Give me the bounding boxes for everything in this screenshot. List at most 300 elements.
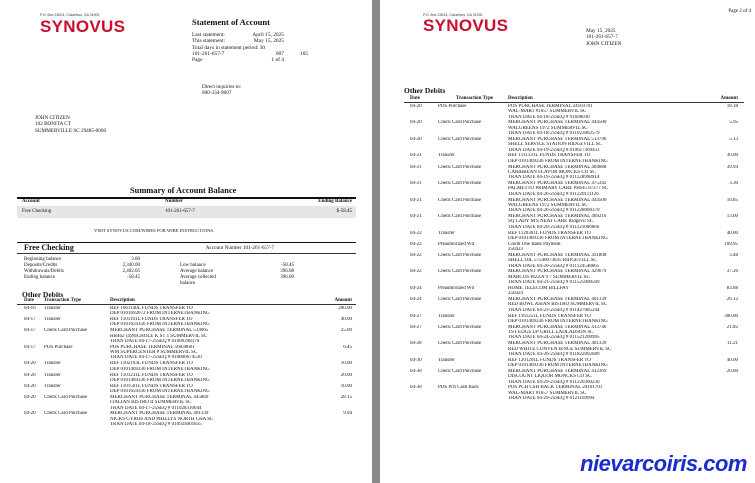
col-amount: Amount xyxy=(720,96,738,101)
debit-spacer xyxy=(410,208,508,213)
debit-type: Transfer xyxy=(44,383,61,389)
balance-value: 2,402.05 xyxy=(122,269,140,275)
debit-spacer xyxy=(410,175,508,180)
debit-description: HOME TELECOM BILLPAY xyxy=(508,285,569,291)
debit-spacer xyxy=(24,311,110,316)
synovus-logo: SYNOVUS xyxy=(40,17,126,36)
debit-spacer xyxy=(410,335,508,340)
summary-header-account: Account xyxy=(22,199,40,204)
debit-description: TRAN DATE 04-26-25SEQ # 011822002689 xyxy=(508,351,600,357)
debit-description: DEP 0101469336 FROM INTERNETBANKING xyxy=(110,366,210,372)
return-address: P.O. Box 23024, Columbus, GA 31902 xyxy=(40,13,100,17)
debit-spacer xyxy=(410,236,508,241)
debit-description: DEP 0101469336 FROM INTERNETBANKING xyxy=(508,318,608,324)
debit-description: REF 1111331L FUNDS TRANSFER TO xyxy=(508,153,591,159)
debit-date: 04-22 xyxy=(410,252,422,258)
debit-date: 04-20 xyxy=(24,394,36,400)
debit-spacer xyxy=(410,396,508,401)
debit-description: REF 1120301L FUNDS TRANSFER TO xyxy=(508,230,591,236)
statement-info-key: Last statement: xyxy=(192,32,225,38)
debit-spacer xyxy=(410,363,508,368)
debit-spacer xyxy=(410,291,508,296)
debit-type: Preauthorized Wd xyxy=(438,241,475,247)
debit-description: MERCHANT PURCHASE TERMINAL 514065 xyxy=(110,328,209,334)
debit-spacer xyxy=(410,308,508,313)
visit-text: VISIT SYNOVUS.COM/WIRES FOR WIRE INSTRUCTIONS. xyxy=(94,228,215,233)
other-debits-title: Other Debits xyxy=(404,86,446,95)
debit-type: Check Card Purchase xyxy=(438,341,482,347)
summary-header-row xyxy=(22,199,352,205)
debit-line xyxy=(410,308,738,313)
debit-description: MERCHANT PURCHASE TERMINAL 401339 xyxy=(508,341,607,347)
debit-type: Transfer xyxy=(44,317,61,323)
debit-date: 04-17 xyxy=(24,344,36,350)
debit-spacer xyxy=(410,280,508,285)
debit-description: TRAN DATE 04-18-25SEQ # 010924001835 xyxy=(110,421,202,427)
statement-info-value: 1 of 4 xyxy=(271,57,284,64)
account-name: Free Checking xyxy=(24,243,74,252)
debit-entry xyxy=(24,411,352,427)
page-number: Page 2 of 4 xyxy=(728,9,751,14)
debit-description: TRAN DATE 04-19-25SEQ # 011128998914 xyxy=(508,175,600,181)
debit-description: TRAN DATE 04-19-25SEQ # 010617369431 xyxy=(508,147,600,153)
debit-type: Check Card Purchase xyxy=(438,164,482,170)
debit-date: 04-16 xyxy=(24,306,36,311)
debit-line xyxy=(410,291,738,296)
debit-description: MERCHANT PURCHASE TERMINAL 513796 xyxy=(508,136,607,142)
statement-info-value: May 15, 2025 xyxy=(253,38,284,45)
debit-entry xyxy=(410,358,738,369)
other-debits-title: Other Debits xyxy=(22,290,64,299)
summary-table xyxy=(22,199,352,205)
direct-inquiries xyxy=(202,84,241,96)
debit-line xyxy=(410,380,738,385)
debit-description: DEP 0101659336 FROM INTERNETBANKING xyxy=(110,389,210,395)
account-number: 101-261-657-7 xyxy=(586,34,618,41)
debit-line xyxy=(410,247,738,252)
debit-line xyxy=(410,225,738,230)
debit-amount: 30.00 xyxy=(726,153,738,159)
debit-description: SHELL OIL 57546073035 RIDGEVILL SC xyxy=(508,258,597,264)
debit-type: Check Card Purchase xyxy=(44,411,88,417)
debit-description: MERCHANT PURCHASE TERMINAL 401339 xyxy=(508,297,607,303)
debits-header xyxy=(24,298,352,304)
page2-header-info xyxy=(586,28,621,47)
balance-value: 2,340.00 xyxy=(122,263,140,269)
balance-value-2: -58.45 xyxy=(281,263,294,269)
debit-amount: 18.18 xyxy=(726,104,738,109)
debit-line xyxy=(24,422,352,427)
debit-line xyxy=(410,131,738,136)
debit-description: TRAN DATE 04-17-25SEQ # 01000398376 xyxy=(110,338,200,344)
debit-line xyxy=(410,264,738,269)
debit-description: 250423 xyxy=(508,247,523,253)
debit-entry xyxy=(410,341,738,357)
statement-info-key: Total days in statement period: 30 xyxy=(192,44,266,51)
debit-line xyxy=(410,363,738,368)
debit-type: Transfer xyxy=(438,357,455,363)
summary-header-balance: Ending Balance xyxy=(318,199,352,204)
debit-description: WM SUPERCENTER # SUMMERVIL SC xyxy=(110,350,198,356)
debit-description: TRAN DATE 04-23-25SEQ # 011427005244 xyxy=(508,307,600,313)
debit-description: SHELL SERVICE STATION RIDGEVILL SC xyxy=(508,142,602,148)
debit-entry xyxy=(410,214,738,230)
debit-line xyxy=(410,280,738,285)
balance-label: Beginning balance xyxy=(24,257,62,262)
debit-line xyxy=(410,159,738,164)
watermark-text: nievarcoiris.com xyxy=(580,451,747,476)
statement-page-2 xyxy=(380,0,755,483)
debit-type: POS Pch Cash Back xyxy=(438,385,479,391)
debits-header xyxy=(410,96,738,102)
statement-page-1 xyxy=(0,0,372,483)
debit-entry xyxy=(24,317,352,328)
debit-description: RED WHITE CONVEN IENCE SUMMERVIL SC xyxy=(508,346,612,352)
debit-description: TRAN DATE 04-20-25SEQ # 011121006666 xyxy=(508,224,600,230)
debit-entry xyxy=(24,373,352,384)
debit-date: 04-27 xyxy=(410,324,422,330)
debit-date: 04-20 xyxy=(24,372,36,378)
debit-entry xyxy=(410,198,738,214)
debit-date: 04-21 xyxy=(410,181,422,187)
debit-entry xyxy=(410,104,738,120)
debits-rule xyxy=(17,304,356,305)
debit-description: DEP 0101659356 FROM INTERNETBANKING xyxy=(110,322,210,328)
col-date: Date xyxy=(24,298,34,303)
debit-description: MERCHANT PURCHASE TERMINAL 445869 xyxy=(110,394,209,400)
debit-amount: 3.30 xyxy=(729,181,738,187)
statement-info-key: Page xyxy=(192,57,203,64)
debit-spacer xyxy=(410,131,508,136)
debit-amount: 28.15 xyxy=(340,394,352,400)
debit-spacer xyxy=(410,115,508,120)
debit-date: 04-21 xyxy=(410,214,422,220)
debits-rows-2 xyxy=(410,104,738,402)
debit-date: 04-20 xyxy=(24,411,36,417)
debit-type: POS Purchase xyxy=(438,104,467,109)
customer-name: JOHN CITIZEN xyxy=(586,40,622,47)
debit-spacer xyxy=(24,406,110,411)
debit-description: TRAN DATE 04-20-25SEQ # 011124548665 xyxy=(508,263,600,269)
synovus-logo: SYNOVUS xyxy=(423,16,509,35)
balance-label: Ending balance xyxy=(24,275,55,281)
debit-date: 04-20 xyxy=(24,361,36,367)
debit-entry xyxy=(410,325,738,341)
summary-title: Summary of Account Balance xyxy=(130,186,237,195)
col-desc: Description xyxy=(508,96,533,101)
debit-description: MERCHANT PURCHASE TERMINAL 404088 xyxy=(508,164,607,170)
debit-type: Check Card Purchase xyxy=(438,214,482,220)
debit-description: DEP 0101469336 FROM INTERNETBANKING xyxy=(508,235,608,241)
col-type: Transaction Type xyxy=(456,96,494,101)
debit-spacer xyxy=(410,247,508,252)
direct-inquiries-phone: 800-334-9007 xyxy=(202,90,232,97)
debit-type: Transfer xyxy=(438,313,455,319)
debit-spacer xyxy=(24,355,110,360)
debit-description: REF 1101101L FUNDS TRANSFER TO xyxy=(110,317,193,323)
debit-date: 04-30 xyxy=(410,385,422,391)
debit-description: TRAN DATE 04-18-25SEQ # 011023002579 xyxy=(508,131,600,137)
debit-amount: 5.13 xyxy=(729,136,738,142)
address-line: JOHN CITIZEN xyxy=(35,115,70,121)
debit-line xyxy=(410,396,738,401)
debit-amount: 21.82 xyxy=(726,324,738,330)
debit-date: 04-17 xyxy=(24,317,36,323)
debit-description: TRAN DATE 04-21-25SEQ # 011525090509 xyxy=(508,280,600,286)
debit-entry xyxy=(410,242,738,253)
debit-amount: 300.00 xyxy=(724,313,738,319)
debits-rows-1 xyxy=(24,306,352,428)
debit-spacer xyxy=(410,380,508,385)
debit-description: MERCHANT PURCHASE TERMINAL 431808 xyxy=(508,252,607,258)
debit-date: 04-20 xyxy=(410,136,422,142)
debit-type: Check Card Purchase xyxy=(438,136,482,142)
debit-line xyxy=(24,322,352,327)
debit-description: REF 1101231L FUNDS TRANSFER TO xyxy=(110,372,193,378)
debit-line xyxy=(24,389,352,394)
address-line: SUMMERVILLE SC 29485-0000 xyxy=(35,127,107,134)
debit-description: TRAN DATE 04-29-25SEQ # 011220300230 xyxy=(508,379,600,385)
debit-description: TRAN DATE 04-24-25SEQ # 011521200995 xyxy=(508,335,600,341)
debit-amount: 3.48 xyxy=(729,252,738,258)
debit-type: Check Card Purchase xyxy=(438,197,482,203)
debit-line xyxy=(410,208,738,213)
debit-spacer xyxy=(24,367,110,372)
debit-description: MERCHANT PURCHASE TERMINAL 444500 xyxy=(508,120,607,126)
statement-info-value: April 15, 2025 xyxy=(252,32,284,38)
debit-type: Transfer xyxy=(438,230,455,236)
debit-description: REF 1101501L FUNDS TRANSFER TO xyxy=(110,383,193,389)
balance-value: 3.60 xyxy=(131,257,140,262)
debit-date: 04-20 xyxy=(410,120,422,126)
debit-description: TRAN DATE 04-20-25SEQ # 011228000379 xyxy=(508,208,600,214)
balance-value-2: 396.08 xyxy=(280,269,294,275)
debit-amount: 6.45 xyxy=(343,344,352,350)
debit-line xyxy=(410,192,738,197)
return-address: P.O. Box 23024, Columbus, GA 31902 xyxy=(423,13,483,17)
debit-type: Check Card Purchase xyxy=(438,252,482,258)
debit-spacer xyxy=(410,264,508,269)
debit-amount: 5.95 xyxy=(729,120,738,126)
debit-date: 04-22 xyxy=(410,241,422,247)
debit-description: WALGREENS 1972 SUMMERVIL SC xyxy=(508,202,588,208)
debit-description: DEP 0101469336 FROM INTERNETBANKING xyxy=(508,363,608,369)
debit-entry xyxy=(410,269,738,285)
debit-entry xyxy=(24,384,352,395)
debit-type: Check Card Purchase xyxy=(438,324,482,330)
debit-spacer xyxy=(24,378,110,383)
balance-row xyxy=(24,275,344,287)
debit-description: NICKS GYROS AND PHILLYS NORTH CHA SC xyxy=(110,416,214,422)
debit-entry xyxy=(410,297,738,313)
debit-description: MERCHANT PURCHASE TERMINAL 432369 xyxy=(508,368,607,374)
debit-description: REF 1061140L FUNDS TRANSFER TO xyxy=(110,306,193,311)
debit-description: MERCHANT PURCHASE TERMINAL 444500 xyxy=(508,197,607,203)
debit-date: 04-21 xyxy=(410,197,422,203)
debit-description: TRAN DATE 04-20-25SEQ # 011220111126 xyxy=(508,191,599,197)
debit-entry xyxy=(410,314,738,325)
debit-description: MARCOS PIZZA 9 7 SUMMERVIL SC xyxy=(508,274,590,280)
debit-type: Check Card Purchase xyxy=(438,269,482,275)
debit-description: PALMETTO PRIMARY CARE PHSI5 07277 SC xyxy=(508,186,608,192)
debit-entry xyxy=(410,385,738,401)
debit-entry xyxy=(410,253,738,269)
debit-type: Preauthorized Wd xyxy=(438,285,475,291)
debit-spacer xyxy=(410,225,508,230)
statement-info-row xyxy=(192,57,322,63)
debit-date: 04-22 xyxy=(410,230,422,236)
debit-line xyxy=(410,335,738,340)
col-desc: Description xyxy=(110,298,135,303)
debit-description: POS PURCHASE TERMINAL 24103701 xyxy=(508,104,593,109)
debit-amount: 26.12 xyxy=(726,297,738,303)
debit-amount: 37.26 xyxy=(726,269,738,275)
debit-type: Transfer xyxy=(44,361,61,367)
debit-amount: 11.21 xyxy=(726,341,738,347)
debit-entry xyxy=(410,137,738,153)
debit-description: TRAN DATE 04-29-25SEQ # 0121169994 xyxy=(508,396,595,402)
balance-value: -58.45 xyxy=(127,275,140,281)
debit-amount: 13.00 xyxy=(726,214,738,220)
debit-line xyxy=(24,406,352,411)
account-number: Account Number 101-261-657-7 xyxy=(205,244,274,251)
debit-date: 04-24 xyxy=(410,285,422,291)
debit-description: DISCOUNT LIQUOR MONCKS CO SC xyxy=(508,374,592,380)
statement-info xyxy=(192,32,322,63)
debit-date: 04-24 xyxy=(410,297,422,303)
debit-type: Check Card Purchase xyxy=(438,120,482,126)
debit-entry xyxy=(24,345,352,361)
debit-description: REF 1201201L FUNDS TRANSFER TO xyxy=(508,357,591,363)
debit-description: MERCHANT PURCHASE TERMINAL 413746 xyxy=(508,324,607,330)
statement-info-extra: 165 xyxy=(299,50,308,57)
debit-description: Credit One Bank Payment xyxy=(508,241,561,247)
debit-line xyxy=(410,148,738,153)
debit-entry xyxy=(410,153,738,164)
direct-inquiries-label: Direct inquiries to: xyxy=(202,84,242,90)
debit-entry xyxy=(410,369,738,385)
debit-type: Check Card Purchase xyxy=(44,394,88,400)
debit-amount: 40.00 xyxy=(340,317,352,323)
debit-date: 04-28 xyxy=(410,341,422,347)
debit-description: TRAN DATE 04-17-25SEQ # 011028310044 xyxy=(110,405,202,411)
address-line: 102 BONITA CT xyxy=(35,121,71,128)
debit-amount: 83.88 xyxy=(726,285,738,291)
debit-date: 04-30 xyxy=(410,368,422,374)
debit-line xyxy=(24,355,352,360)
debit-amount: 10.00 xyxy=(340,361,352,367)
debit-type: Check Card Purchase xyxy=(44,328,88,334)
balance-label-2: Low balance xyxy=(180,263,206,269)
debit-date: 04-21 xyxy=(410,164,422,170)
debit-description: MERCHANT PURCHASE TERMINAL 401339 xyxy=(110,411,209,417)
debit-date: 04-17 xyxy=(24,328,36,334)
summary-account: Free Checking xyxy=(22,209,52,214)
debit-amount: 109.95 xyxy=(724,241,738,247)
debit-line xyxy=(410,352,738,357)
debit-date: 04-22 xyxy=(410,269,422,275)
balance-value-2: 396.00 xyxy=(280,275,294,281)
summary-number: 101-261-657-7 xyxy=(165,209,195,214)
debit-spacer xyxy=(410,319,508,324)
debit-line xyxy=(410,319,738,324)
debit-line xyxy=(24,367,352,372)
debit-line xyxy=(24,378,352,383)
debit-date: 04-21 xyxy=(410,153,422,159)
debit-description: TRAN DATE 04-17-25SEQ # 010800674530 xyxy=(110,355,202,361)
debits-table-1 xyxy=(24,298,352,304)
balance-label: Withdrawals/Debits xyxy=(24,269,64,275)
debit-spacer xyxy=(410,352,508,357)
debit-type: POS Purchase xyxy=(44,344,73,350)
debit-amount: 200.00 xyxy=(338,306,352,311)
debit-line xyxy=(410,236,738,241)
col-type: Transaction Type xyxy=(44,298,82,303)
debit-description: DEP 0101692072 FROM INTERNETBANKING xyxy=(110,311,210,317)
statement-info-key: This statement: xyxy=(192,38,226,45)
debit-amount: 20.00 xyxy=(340,372,352,378)
debit-description: WAL-MART #1657 SUMMERVIL SC xyxy=(508,109,587,115)
balance-label-2: Average collected balance xyxy=(180,275,216,287)
summary-row xyxy=(22,209,352,215)
statement-info-key: 101-261-657-7 xyxy=(192,50,225,57)
debit-entry xyxy=(410,181,738,197)
debit-line xyxy=(410,175,738,180)
debit-spacer xyxy=(24,322,110,327)
debit-amount: 39.94 xyxy=(726,164,738,170)
debits-rule xyxy=(404,102,744,103)
debit-entry xyxy=(410,231,738,242)
debit-type: Transfer xyxy=(44,306,61,311)
debit-amount: 10.85 xyxy=(726,197,738,203)
balance-label-2: Average balance xyxy=(180,269,214,275)
debit-spacer xyxy=(24,422,110,427)
debit-date: 04-20 xyxy=(24,383,36,389)
summary-header-number: Number xyxy=(165,199,183,204)
debit-description: MERCHANT PURCHASE TERMINAL 429679 xyxy=(508,269,607,275)
debit-spacer xyxy=(410,148,508,153)
debits-table-2 xyxy=(410,96,738,102)
debit-entry xyxy=(24,361,352,372)
debit-type: Check Card Purchase xyxy=(438,181,482,187)
debit-description: HB462 (4)NICHOLE K ST 1 SUMMERVIL SC xyxy=(110,333,208,339)
account-header xyxy=(17,242,356,252)
debit-description: SQ LADY M'S NEAT CARE Ridgevil SC xyxy=(508,219,594,225)
debit-entry xyxy=(24,328,352,344)
balance-table xyxy=(24,257,344,287)
debit-entry xyxy=(410,165,738,181)
debit-description: TRAN DATE 04-18-25SEQ # 91698030 xyxy=(508,114,590,120)
debit-description: POS PURCHASE TERMINAL 56838601 xyxy=(110,344,195,350)
debit-line xyxy=(24,311,352,316)
mailing-address xyxy=(35,115,106,134)
debit-spacer xyxy=(24,389,110,394)
debit-amount: 25.00 xyxy=(340,328,352,334)
account-rule xyxy=(17,253,356,254)
debit-entry xyxy=(410,120,738,136)
debit-spacer xyxy=(24,339,110,344)
debit-type: Transfer xyxy=(44,372,61,378)
debit-date: 04-20 xyxy=(410,104,422,109)
debit-description: DEP 0101469336 FROM INTERNETBANKING xyxy=(508,158,608,164)
debit-entry xyxy=(24,395,352,411)
balance-label: Deposits/Credits xyxy=(24,263,58,269)
debit-type: Check Card Purchase xyxy=(438,297,482,303)
debit-description: 250424 xyxy=(508,291,523,297)
summary-balance: $-58.45 xyxy=(336,209,352,214)
statement-info-value: 007 xyxy=(275,50,284,57)
debit-description: REF 1161251L FUNDS TRANSFER TO xyxy=(508,313,591,319)
